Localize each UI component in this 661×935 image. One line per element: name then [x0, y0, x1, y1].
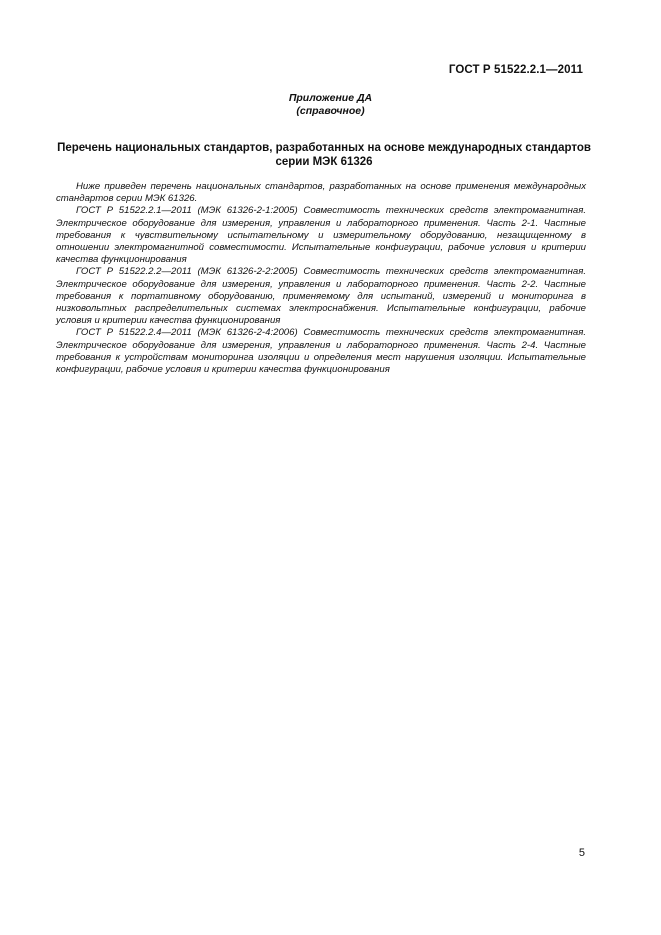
- list-title-line-2: серии МЭК 61326: [275, 156, 373, 168]
- document-code: ГОСТ Р 51522.2.1—2011: [448, 64, 583, 76]
- annex-title: Приложение ДА: [288, 92, 373, 104]
- body-text: [56, 181, 586, 376]
- standard-entry-2-1: ГОСТ Р 51522.2.1—2011 (МЭК 61326-2-1:2005) Совместимость технических средств электромагнитная. Электрическое оборудование для измерения, управления и лабораторного применения. Часть 2-1. Частные требования к чувствительному испытательному и измерительному оборудованию, незащищенному в отношении электромагнитной совместимости. Испытательные конфигурации, рабочие условия и критерии качества функционирования: [56, 205, 586, 266]
- standard-entry-2-2: ГОСТ Р 51522.2.2—2011 (МЭК 61326-2-2:2005) Совместимость технических средств электромагнитная. Электрическое оборудование для измерения, управления и лабораторного применения. Часть 2-2. Частные требования к портативному оборудованию, применяемому для испытаний, измерений и мониторинга в низковольтных распределительных системах электроснабжения. Испытательные конфигурации, рабочие условия и критерии качества функционирования: [56, 266, 586, 327]
- intro-paragraph: Ниже приведен перечень национальных стандартов, разработанных на основе применения международных стандартов серии МЭК 61326.: [56, 181, 586, 205]
- list-title-line-1: Перечень национальных стандартов, разработанных на основе международных стандартов: [57, 142, 591, 154]
- standard-entry-2-4: ГОСТ Р 51522.2.4—2011 (МЭК 61326-2-4:2006) Совместимость технических средств электромагнитная. Электрическое оборудование для измерения, управления и лабораторного применения. Часть 2-4. Частные требования к устройствам мониторинга изоляции и определения мест нарушения изоляции. Испытательные конфигурации, рабочие условия и критерии качества функционирования: [56, 327, 586, 376]
- annex-status: (справочное): [296, 105, 365, 117]
- page-number: 5: [578, 847, 585, 859]
- annex-heading: [0, 92, 661, 118]
- list-title: [56, 141, 592, 169]
